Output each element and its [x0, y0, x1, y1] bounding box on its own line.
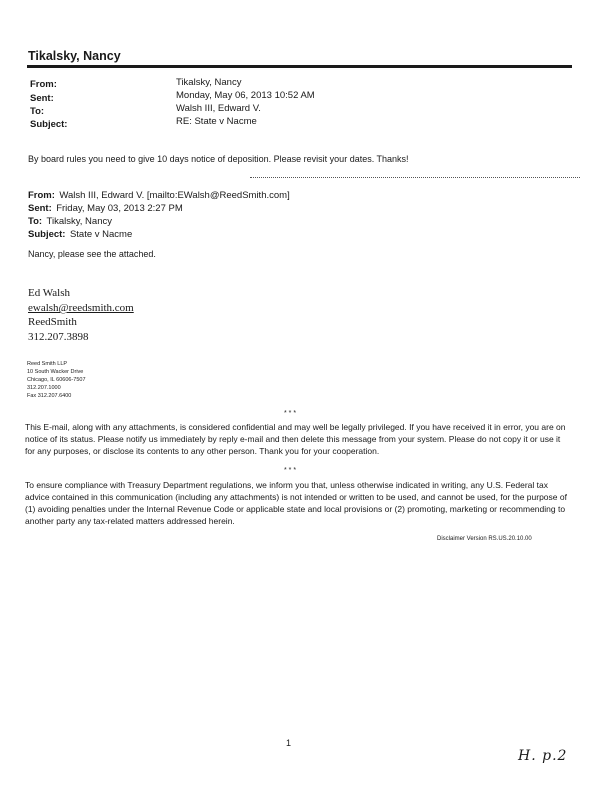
separator-stars: * * *: [284, 410, 297, 417]
address-line: 312.207.1000: [27, 385, 61, 391]
reply-body: By board rules you need to give 10 days notice of deposition. Please revisit your dates. Thanks!: [28, 154, 409, 164]
fwd-from-label: From:: [28, 190, 55, 201]
tax-notice: To ensure compliance with Treasury Department regulations, we inform you that, unless otherwise indicated in writing, any U.S. Federal tax advice contained in this communication (including any attachments) is not intended or written to be used, and cannot be used, for the purpose of (1) avoiding penalties under the Internal Revenue Code or applicable state and local provisions or (2) promoting, marketing or recommending to another party any tax-related matters addressed herein.: [25, 480, 567, 526]
sender-name: Tikalsky, Nancy: [28, 49, 121, 63]
confidentiality-notice: This E-mail, along with any attachments, is considered confidential and may well be legally privileged. If you have received it in error, you are on notice of its status. Please notify us immediately by reply e-mail and then delete this message from your system. Please do not copy it or use it for any purposes, or disclose its contents to any other person. Thank you for your cooperation.: [25, 422, 566, 456]
address-line: Fax 312.207.6400: [27, 393, 72, 399]
signature-firm: ReedSmith: [28, 316, 77, 328]
signature-email[interactable]: ewalsh@reedsmith.com: [28, 302, 134, 314]
address-line: 10 South Wacker Drive: [27, 369, 84, 375]
address-block: [27, 360, 86, 400]
signature-name: Ed Walsh: [28, 287, 70, 299]
fwd-sent-value: Friday, May 03, 2013 2:27 PM: [56, 203, 183, 214]
fwd-subject-label: Subject:: [28, 229, 66, 240]
fwd-to-label: To:: [28, 216, 43, 227]
address-line: Reed Smith LLP: [27, 361, 68, 367]
forward-body: Nancy, please see the attached.: [28, 249, 156, 259]
sent-value: Monday, May 06, 2013 10:52 AM: [176, 90, 315, 101]
sent-label: Sent:: [30, 93, 54, 104]
from-label: From:: [30, 79, 57, 90]
subject-value: RE: State v Nacme: [176, 116, 257, 127]
dotted-separator: [250, 177, 580, 178]
separator-stars: * * *: [284, 467, 297, 474]
fwd-from-value[interactable]: Walsh III, Edward V. [mailto:EWalsh@ReedSmith.com]: [59, 190, 290, 201]
handwritten-note: H. p.2: [518, 748, 568, 764]
from-value: Tikalsky, Nancy: [176, 77, 242, 88]
fwd-to-value: Tikalsky, Nancy: [46, 216, 112, 227]
signature-phone: 312.207.3898: [28, 331, 89, 343]
to-value: Walsh III, Edward V.: [176, 103, 261, 114]
page-number: 1: [286, 738, 292, 748]
address-line: Chicago, IL 60606-7507: [27, 377, 86, 383]
fwd-sent-label: Sent:: [28, 203, 52, 214]
header-rule: [27, 65, 572, 68]
to-label: To:: [30, 106, 45, 117]
fwd-subject-value: State v Nacme: [69, 229, 133, 240]
disclaimer-version: Disclaimer Version RS.US.20.10.00: [437, 536, 532, 542]
subject-label: Subject:: [30, 119, 68, 130]
